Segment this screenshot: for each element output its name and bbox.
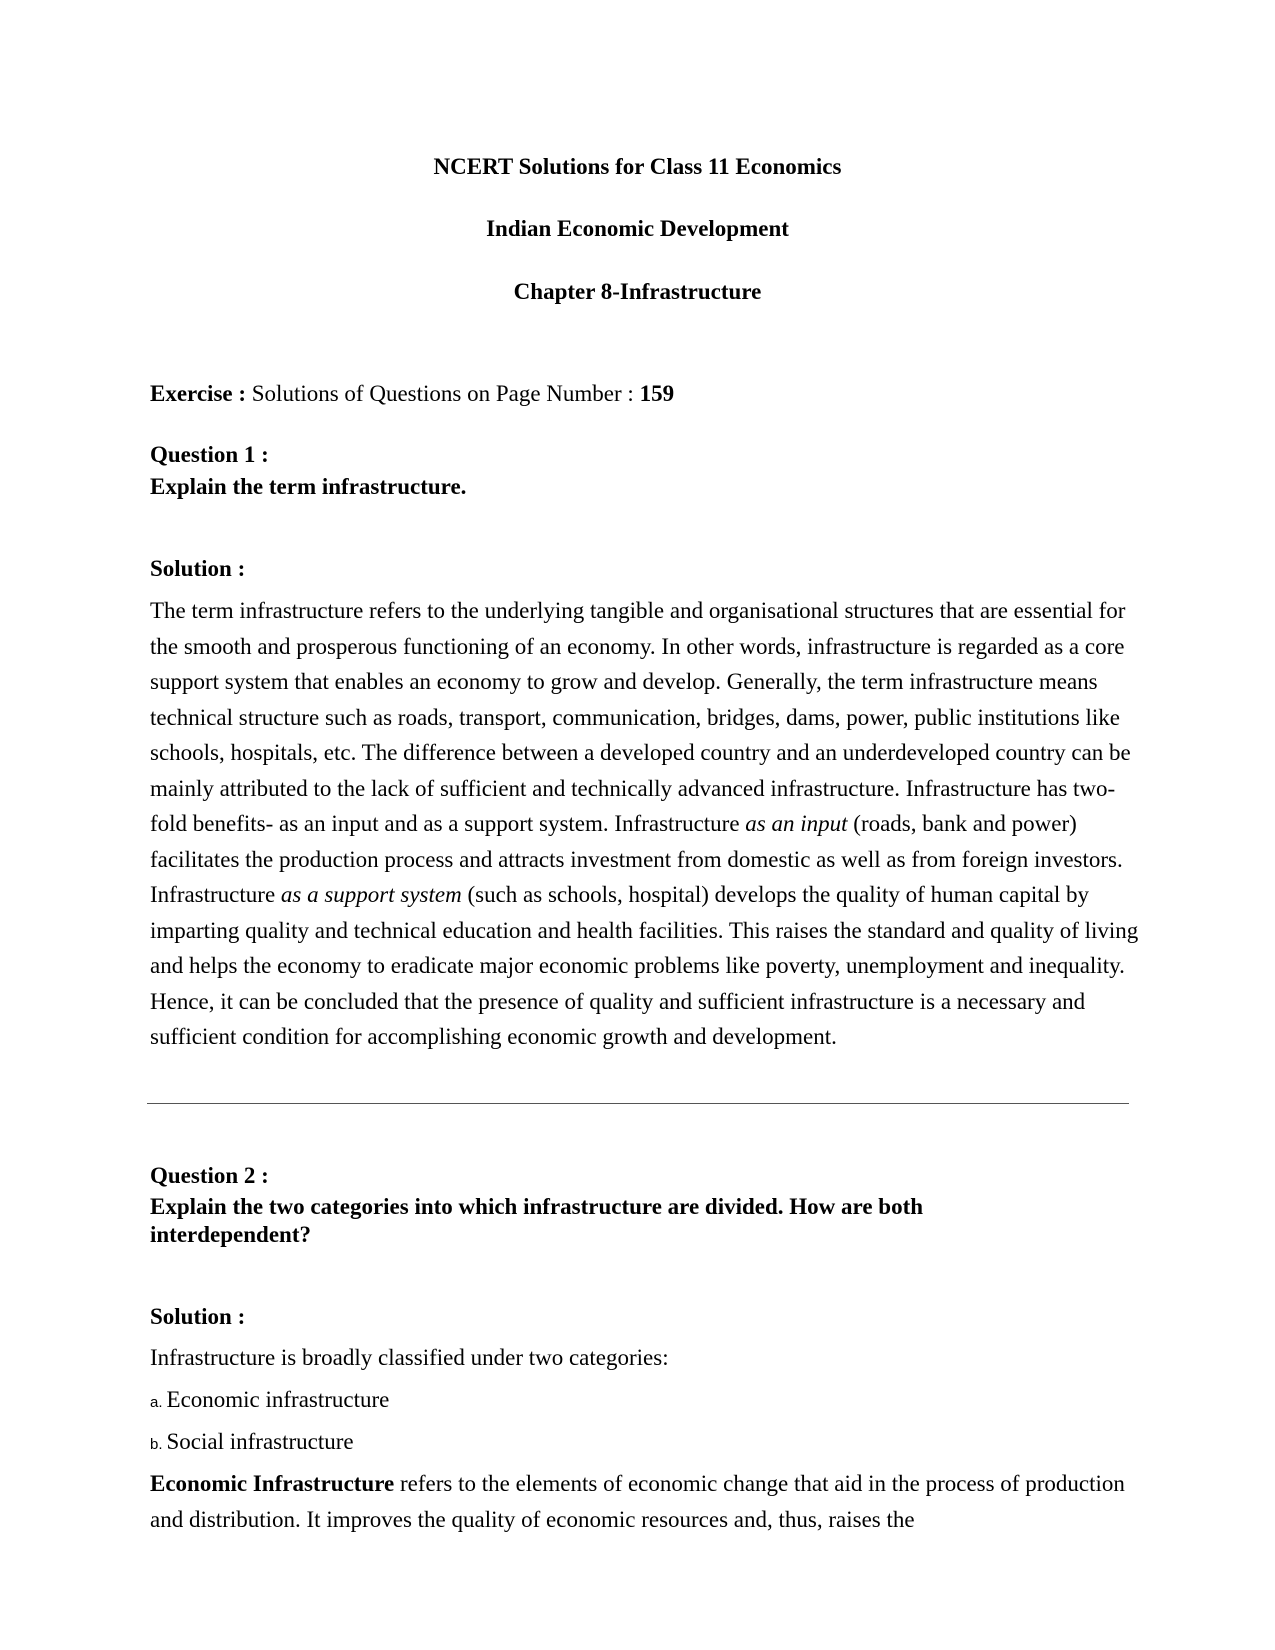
- exercise-label: Exercise :: [150, 381, 247, 406]
- exercise-text: Solutions of Questions on Page Number :: [246, 381, 640, 406]
- list-marker: b.: [150, 1436, 163, 1453]
- question-1-label: Question 1 :: [150, 442, 269, 467]
- answer-italic-2: as a support system: [280, 882, 462, 907]
- question-2-text: Explain the two categories into which infrastructure are divided. How are both interdependent?: [150, 1194, 924, 1247]
- list-item-text: Social infrastructure: [166, 1429, 354, 1454]
- chapter-title: Chapter 8-Infrastructure: [513, 279, 762, 304]
- economic-infrastructure-paragraph: [150, 1466, 1140, 1537]
- answer-text-3: (such as schools, hospital) develops the quality of human capital by imparting quality and technical education and health facilities. This raises the standard and quality of living and helps the economy to eradicate major economic problems like poverty, unemployment and inequality. Hence, it can be concluded that the presence of quality and sufficient infrastructure is a necessary and sufficient condition for accomplishing economic growth and development.: [150, 882, 1139, 1049]
- list-item-text: Economic infrastructure: [166, 1387, 390, 1412]
- list-marker: a.: [150, 1394, 163, 1411]
- economic-infrastructure-term: Economic Infrastructure: [150, 1471, 395, 1496]
- section-divider: [147, 1103, 1129, 1104]
- answer-text-1: The term infrastructure refers to the underlying tangible and organisational structures that are essential for the smooth and prosperous functioning of an economy. In other words, infrastructure is regarded as a core support system that enables an economy to grow and develop. Generally, the term infrastructure means technical structure such as roads, transport, communication, bridges, dams, power, public institutions like schools, hospitals, etc. The difference between a developed country and an underdeveloped country can be mainly attributed to the lack of sufficient and technically advanced infrastructure. Infrastructure has two-fold benefits- as an input and as a support system. Infrastructure: [150, 598, 1131, 836]
- question-1-solution-label: Solution :: [150, 556, 246, 581]
- exercise-line: [150, 380, 1130, 408]
- document-title: NCERT Solutions for Class 11 Economics: [433, 154, 842, 179]
- question-1-answer: [150, 593, 1140, 1055]
- economic-infrastructure-text: refers to the elements of economic change that aid in the process of production and distribution. It improves the quality of economic resources and, thus, raises the: [150, 1471, 1125, 1532]
- list-item: [150, 1427, 354, 1460]
- answer-text-2: (roads, bank and power) facilitates the production process and attracts investment from domestic as well as from foreign investors. Infrastructure: [150, 811, 1123, 907]
- question-2-intro: Infrastructure is broadly classified under two categories:: [150, 1345, 669, 1370]
- exercise-page-number: 159: [639, 381, 675, 406]
- answer-italic-1: as an input: [745, 811, 848, 836]
- question-1-text: Explain the term infrastructure.: [150, 474, 467, 499]
- document-subtitle: Indian Economic Development: [486, 216, 789, 241]
- question-2-solution-label: Solution :: [150, 1304, 246, 1329]
- list-item: [150, 1385, 389, 1418]
- question-2-label: Question 2 :: [150, 1163, 269, 1188]
